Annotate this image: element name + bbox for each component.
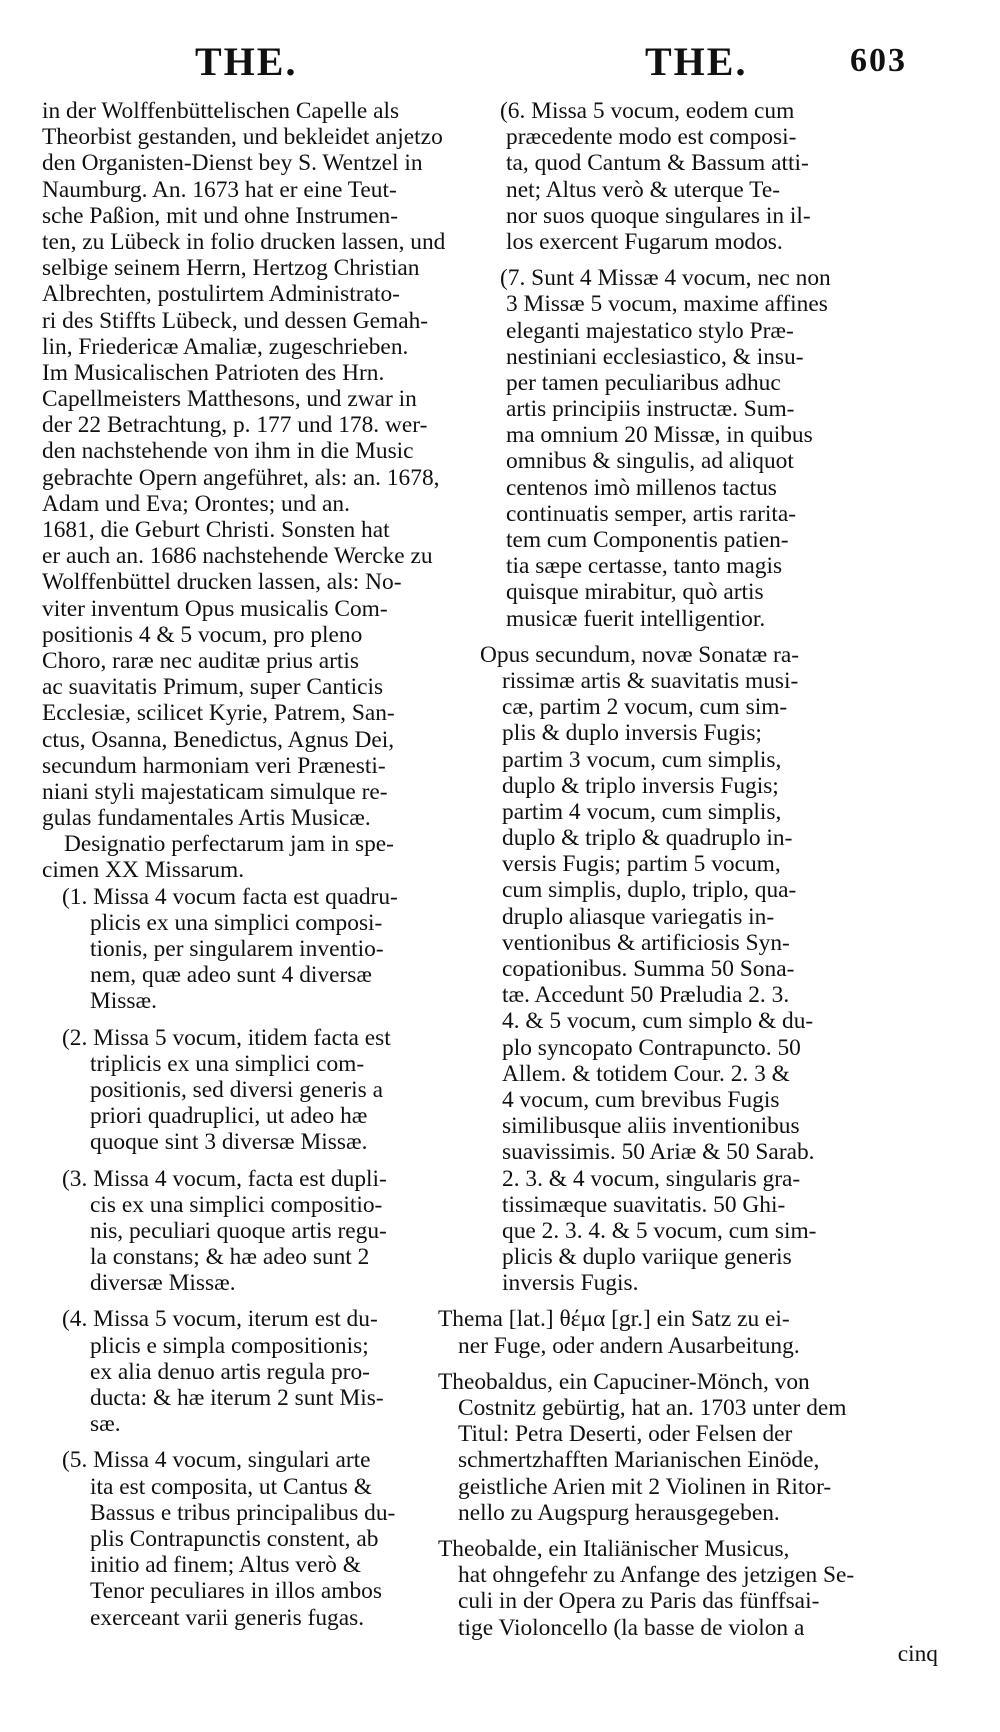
numbered-item-line: continuatis semper, artis rarita- (506, 500, 797, 527)
body-text-line: Albrechten, postulirtem Administrato- (42, 281, 400, 308)
numbered-item-line: plicis ex una simplici composi- (90, 909, 383, 936)
numbered-item-line: tia sæpe certasse, tanto magis (506, 553, 783, 580)
body-text-line: secundum harmoniam veri Prænesti- (42, 752, 386, 779)
paragraph-gap (42, 1015, 460, 1025)
paragraph-gap (42, 1296, 460, 1306)
numbered-item-line: net; Altus verò & uterque Te- (506, 176, 781, 203)
page-header (0, 38, 1000, 98)
numbered-item-line: tionis, per singularem inventio- (90, 936, 384, 962)
numbered-item-line: nem, quæ adeo sunt 4 diversæ (90, 962, 372, 989)
numbered-item-line: positionis, sed diversi generis a (90, 1076, 383, 1103)
entry-theobaldus-line: geistliche Arien mit 2 Violinen in Ritor- (458, 1473, 832, 1500)
body-text-line: gebrachte Opern angeführet, als: an. 1678, (42, 464, 440, 491)
numbered-item-line: musicæ fuerit intelligentior. (506, 605, 766, 632)
numbered-item-line: sæ. (90, 1411, 121, 1438)
opus-secundum-line: 2. 3. & 4 vocum, singularis gra- (502, 1165, 801, 1192)
numbered-item-line: (2. Missa 5 vocum, itidem facta est (62, 1024, 391, 1051)
designatio-line: Designatio perfectarum jam in spe- (64, 831, 394, 858)
body-text-line: Naumburg. An. 1673 hat er eine Teut- (42, 176, 397, 203)
opus-secundum-line: druplo aliasque variegatis in- (502, 903, 775, 930)
numbered-item-line: Tenor peculiares in illos ambos (90, 1578, 382, 1605)
body-text-line: den Organisten-Dienst bey S. Wentzel in (42, 150, 423, 177)
entry-theobalde-line: culi in der Opera zu Paris das fünffsai- (458, 1588, 820, 1615)
opus-secundum-line: tissimæque suavitatis. 50 Ghi- (502, 1191, 786, 1218)
opus-secundum-line: 4 vocum, cum brevibus Fugis (502, 1086, 780, 1113)
body-text-line: Theorbist gestanden, und bekleidet anjetzo (42, 124, 443, 151)
numbered-item-line: quoque sint 3 diversæ Missæ. (90, 1129, 368, 1156)
numbered-item-line: cis ex una simplici compositio- (90, 1191, 383, 1218)
numbered-item-line: (6. Missa 5 vocum, eodem cum (500, 98, 795, 124)
numbered-item-line: ducta: & hæ iterum 2 sunt Mis- (90, 1385, 384, 1411)
opus-secundum-line: plicis & duplo variique generis (502, 1244, 792, 1271)
numbered-item-line: ita est composita, ut Cantus & (90, 1473, 372, 1500)
numbered-item-line: (1. Missa 4 vocum facta est quadru- (62, 883, 398, 910)
opus-secundum-line: plis & duplo inversis Fugis; (502, 720, 762, 747)
designatio-line: cimen XX Missarum. (42, 857, 245, 884)
numbered-item-line: (7. Sunt 4 Missæ 4 vocum, nec non (500, 265, 831, 292)
opus-secundum-line: ventionibus & artificiosis Syn- (502, 929, 790, 956)
entry-thema-line: Thema [lat.] θέμα [gr.] ein Satz zu ei- (438, 1306, 790, 1333)
opus-secundum-line: 4. & 5 vocum, cum simplo & du- (502, 1008, 814, 1035)
body-text-line: lin, Friedericæ Amaliæ, zugeschrieben. (42, 333, 409, 360)
body-text-line: positionis 4 & 5 vocum, pro pleno (42, 621, 363, 648)
numbered-item-line: Missæ. (90, 988, 157, 1015)
paragraph-gap (480, 1296, 922, 1306)
numbered-item-line: (3. Missa 4 vocum, facta est dupli- (62, 1165, 387, 1192)
numbered-item-line: (5. Missa 4 vocum, singulari arte (62, 1447, 371, 1474)
running-head-right: THE. (645, 39, 748, 84)
entry-theobaldus-line: Costnitz gebürtig, hat an. 1703 unter dem (458, 1395, 847, 1421)
opus-secundum-line: cæ, partim 2 vocum, cum sim- (502, 694, 788, 721)
body-text-line: sche Paßion, mit und ohne Instrumen- (42, 202, 398, 229)
opus-secundum-line: copationibus. Summa 50 Sona- (502, 956, 795, 982)
paragraph-gap (42, 1437, 460, 1447)
opus-secundum-line: duplo & triplo inversis Fugis; (502, 772, 779, 799)
numbered-item-line: centenos imò millenos tactus (506, 474, 777, 501)
numbered-item-line: eleganti majestatico stylo Præ- (506, 317, 794, 344)
paragraph-gap (480, 1667, 922, 1677)
body-text-line: gulas fundamentales Artis Musicæ. (42, 805, 371, 832)
numbered-item-line: initio ad finem; Altus verò & (90, 1552, 361, 1579)
body-text-line: selbige seinem Herrn, Hertzog Christian (42, 255, 420, 282)
numbered-item-line: la constans; & hæ adeo sunt 2 (90, 1244, 370, 1271)
entry-theobaldus-line: Titul: Petra Deserti, oder Felsen der (458, 1421, 793, 1448)
opus-secundum-line: plo syncopato Contrapuncto. 50 (502, 1034, 801, 1061)
body-text-line: viter inventum Opus musicalis Com- (42, 595, 388, 622)
numbered-item-line: los exercent Fugarum modos. (506, 228, 783, 255)
body-text-line: er auch an. 1686 nachstehende Wercke zu (42, 543, 433, 570)
paragraph-gap (42, 1631, 460, 1641)
body-text-line: Choro, raræ nec auditæ prius artis (42, 647, 360, 674)
entry-theobalde-line: tige Violoncello (la basse de violon a (458, 1614, 805, 1641)
numbered-item-line: triplicis ex una simplici com- (90, 1050, 365, 1077)
body-text-line: Ecclesiæ, scilicet Kyrie, Patrem, San- (42, 700, 395, 727)
entry-theobaldus-line: Theobaldus, ein Capuciner-Mönch, von (438, 1368, 810, 1395)
page-number: 603 (850, 42, 907, 79)
numbered-item-line: præcedente modo est composi- (506, 124, 797, 151)
numbered-item-line: ta, quod Cantum & Bassum atti- (506, 150, 809, 177)
body-text-line: ri des Stiffts Lübeck, und dessen Gemah- (42, 307, 429, 334)
opus-secundum-line: versis Fugis; partim 5 vocum, (502, 851, 781, 878)
entry-theobaldus-line: nello zu Augspurg herausgegeben. (458, 1499, 780, 1526)
opus-secundum-line: similibusque aliis inventionibus (502, 1113, 800, 1140)
body-text-line: Wolffenbüttel drucken lassen, als: No- (42, 569, 402, 596)
paragraph-gap (42, 1156, 460, 1166)
paragraph-gap (480, 255, 922, 265)
numbered-item-line: artis principiis instructæ. Sum- (506, 396, 795, 423)
body-text-line: Adam und Eva; Orontes; und an. (42, 490, 350, 517)
body-text-line: Im Musicalischen Patrioten des Hrn. (42, 359, 385, 386)
opus-secundum-line: rissimæ artis & suavitatis musi- (502, 667, 799, 694)
body-text-line: ac suavitatis Primum, super Canticis (42, 674, 384, 701)
opus-secundum-line: cum simplis, duplo, triplo, qua- (502, 877, 797, 904)
paragraph-gap (480, 632, 922, 642)
opus-secundum-line: partim 3 vocum, cum simplis, (502, 746, 782, 773)
numbered-item-line: omnibus & singulis, ad aliquot (506, 448, 794, 475)
body-text-line: ctus, Osanna, Benedictus, Agnus Dei, (42, 726, 395, 753)
running-head-left: THE. (195, 39, 298, 84)
numbered-item-line: 3 Missæ 5 vocum, maxime affines (506, 291, 828, 318)
opus-secundum-line: tæ. Accedunt 50 Præludia 2. 3. (502, 982, 790, 1009)
numbered-item-line: nis, peculiari quoque artis regu- (90, 1217, 387, 1244)
entry-theobalde-line: Theobalde, ein Italiänischer Musicus, (438, 1535, 790, 1562)
body-text-line: den nachstehende von ihm in die Music (42, 438, 414, 465)
numbered-item-line: nor suos quoque singulares in il- (506, 202, 811, 229)
right-column (438, 98, 938, 1677)
opus-secundum-line: partim 4 vocum, cum simplis, (502, 798, 782, 825)
numbered-item-line: Bassus e tribus principalibus du- (90, 1499, 396, 1526)
numbered-item-line: diversæ Missæ. (90, 1270, 236, 1297)
numbered-item-line: ex alia denuo artis regula pro- (90, 1358, 370, 1385)
body-text-line: 1681, die Geburt Christi. Sonsten hat (42, 517, 390, 543)
opus-secundum-line: Allem. & totidem Cour. 2. 3 & (502, 1060, 790, 1087)
opus-secundum-line: inversis Fugis. (502, 1270, 639, 1297)
numbered-item-line: priori quadruplici, ut adeo hæ (90, 1103, 368, 1130)
entry-theobalde-line: cinq (897, 1640, 938, 1667)
left-column (42, 98, 460, 1641)
numbered-item-line: ma omnium 20 Missæ, in quibus (506, 422, 813, 449)
entry-theobalde-line: hat ohngefehr zu Anfange des jetzigen Se- (458, 1562, 855, 1589)
numbered-item-line: plicis e simpla compositionis; (90, 1332, 369, 1359)
numbered-item-line: tem cum Componentis patien- (506, 527, 789, 553)
numbered-item-line: quisque mirabitur, quò artis (506, 579, 764, 606)
opus-secundum-line: suavissimis. 50 Ariæ & 50 Sarab. (502, 1139, 815, 1166)
opus-secundum-line: duplo & triplo & quadruplo in- (502, 825, 793, 852)
body-text-line: Capellmeisters Matthesons, und zwar in (42, 386, 417, 413)
body-text-line: ten, zu Lübeck in folio drucken lassen, und (42, 228, 446, 255)
body-text-line: der 22 Betrachtung, p. 177 und 178. wer- (42, 412, 428, 439)
numbered-item-line: (4. Missa 5 vocum, iterum est du- (62, 1306, 378, 1333)
numbered-item-line: per tamen peculiaribus adhuc (506, 369, 781, 396)
paragraph-gap (480, 1359, 922, 1369)
numbered-item-line: exerceant varii generis fugas. (90, 1604, 365, 1631)
entry-thema-line: ner Fuge, oder andern Ausarbeitung. (458, 1332, 800, 1359)
body-text-line: niani styli majestaticam simulque re- (42, 778, 388, 805)
numbered-item-line: plis Contrapunctis constent, ab (90, 1525, 379, 1552)
paragraph-gap (480, 1526, 922, 1536)
opus-secundum-line: que 2. 3. 4. & 5 vocum, cum sim- (502, 1217, 817, 1244)
numbered-item-line: nestiniani ecclesiastico, & insu- (506, 343, 804, 370)
entry-theobaldus-line: schmertzhafften Marianischen Einöde, (458, 1447, 820, 1474)
body-text-line: in der Wolffenbüttelischen Capelle als (42, 98, 400, 124)
opus-secundum-line: Opus secundum, novæ Sonatæ ra- (480, 641, 799, 668)
